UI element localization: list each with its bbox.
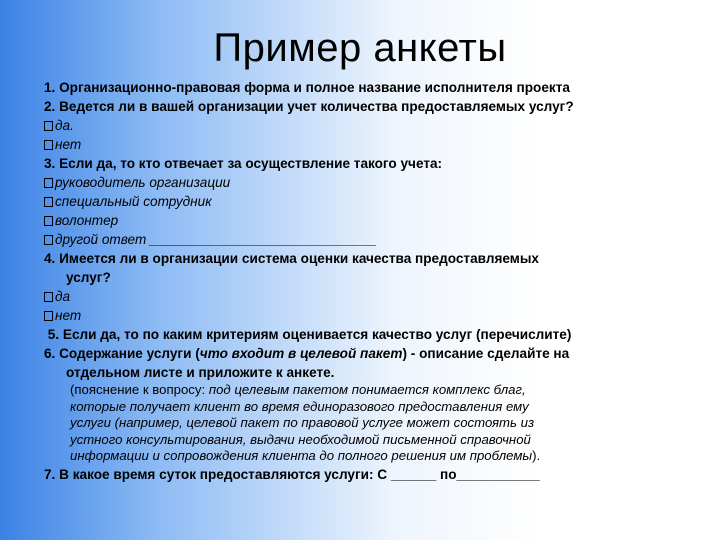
question-6-note: (пояснение к вопросу: под целевым пакетом понимается комплекс благ, которые получает клиент во время единоразового предоставления ему услуги (например, целевой пакет по правовой услуге может состоять из устного консультирования, выдачи необходимой письменной справочной информации и сопровождения клиента до полного решения им проблемы). <box>70 382 541 464</box>
question-3: 3. Если да, то кто отвечает за осуществление такого учета: <box>44 156 443 171</box>
q2-option-no[interactable]: нет <box>44 135 684 154</box>
checkbox-icon[interactable] <box>44 178 53 188</box>
q4-option-no[interactable]: нет <box>44 306 684 325</box>
question-7: 7. В какое время суток предоставляются услуги: С ______ по___________ <box>44 466 540 482</box>
question-4-cont: услуг? <box>66 270 111 285</box>
q2-option-yes[interactable]: да. <box>44 116 684 135</box>
checkbox-icon[interactable] <box>44 311 53 321</box>
q3-option-staff[interactable]: специальный сотрудник <box>44 192 684 211</box>
checkbox-icon[interactable] <box>44 216 53 226</box>
checkbox-icon[interactable] <box>44 121 53 131</box>
checkbox-icon[interactable] <box>44 140 53 150</box>
question-4: 4. Имеется ли в организации система оценки качества предоставляемых <box>44 251 539 266</box>
q4-option-yes[interactable]: да <box>44 287 684 306</box>
q3-option-volunteer[interactable]: волонтер <box>44 211 684 230</box>
checkbox-icon[interactable] <box>44 235 53 245</box>
questionnaire <box>44 78 684 484</box>
question-6: 6. Содержание услуги (что входит в целевой пакет) - описание сделайте на <box>44 346 570 361</box>
q3-option-head[interactable]: руководитель организации <box>44 173 684 192</box>
page-title: Пример анкеты <box>213 26 507 70</box>
question-5: 5. Если да, то по каким критериям оценивается качество услуг (перечислите) <box>44 327 572 342</box>
question-2: 2. Ведется ли в вашей организации учет количества предоставляемых услуг? <box>44 99 574 114</box>
checkbox-icon[interactable] <box>44 292 53 302</box>
q3-option-other[interactable]: другой ответ ______________________________ <box>44 230 684 249</box>
checkbox-icon[interactable] <box>44 197 53 207</box>
question-6-cont: отдельном листе и приложите к анкете. <box>66 365 335 380</box>
question-1: 1. Организационно-правовая форма и полное название исполнителя проекта <box>44 80 570 95</box>
